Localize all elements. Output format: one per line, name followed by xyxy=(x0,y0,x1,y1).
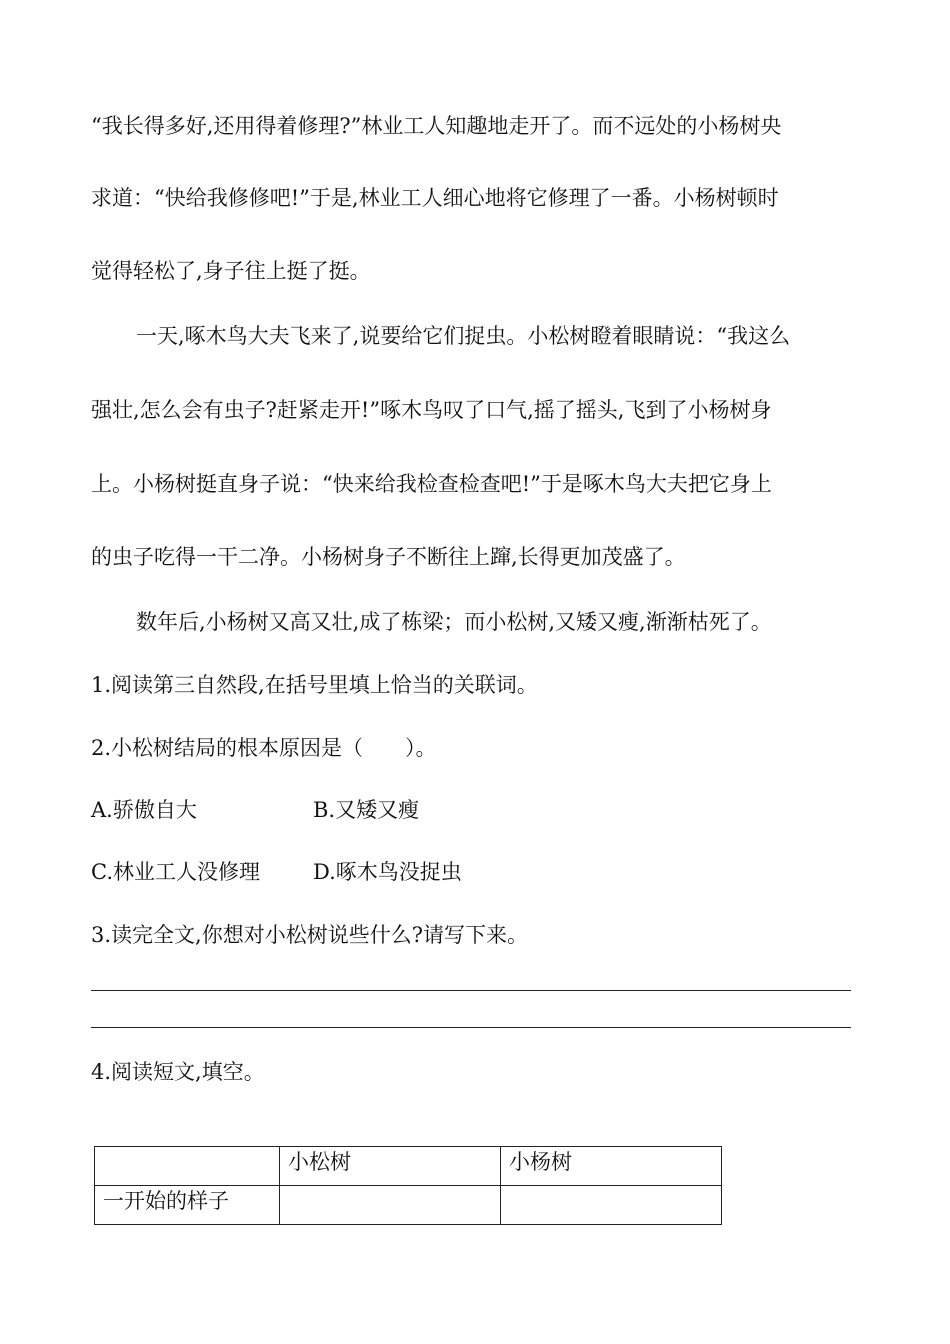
question-3: 3.读完全文,你想对小松树说些什么?请写下来。 xyxy=(91,923,528,947)
passage-line-3: 觉得轻松了,身子往上挺了挺。 xyxy=(91,259,371,283)
passage-line-2: 求道：“快给我修修吧!”于是,林业工人细心地将它修理了一番。小杨树顿时 xyxy=(91,186,779,210)
passage-line-1: “我长得多好,还用得着修理?”林业工人知趣地走开了。而不远处的小杨树央 xyxy=(91,114,782,138)
option-b[interactable]: B.又矮又瘦 xyxy=(313,798,420,822)
passage-line-7: 的虫子吃得一干二净。小杨树身子不断往上蹿,长得更加茂盛了。 xyxy=(91,545,686,569)
fill-in-table xyxy=(94,1146,722,1225)
passage-line-4: 一天,啄木鸟大夫飞来了,说要给它们捉虫。小松树瞪着眼睛说：“我这么 xyxy=(136,324,791,348)
option-c[interactable]: C.林业工人没修理 xyxy=(91,860,260,884)
question-4: 4.阅读短文,填空。 xyxy=(91,1060,265,1084)
option-d[interactable]: D.啄木鸟没捉虫 xyxy=(313,860,462,884)
table-header-cell: 小杨树 xyxy=(501,1147,722,1186)
passage-line-8: 数年后,小杨树又高又壮,成了栋梁；而小松树,又矮又瘦,渐渐枯死了。 xyxy=(136,610,772,634)
option-a[interactable]: A.骄傲自大 xyxy=(91,798,197,822)
table-cell-input[interactable] xyxy=(280,1186,501,1225)
table-header-cell xyxy=(95,1147,280,1186)
table-header-row xyxy=(95,1147,722,1186)
answer-line-1[interactable] xyxy=(91,990,851,991)
table-row xyxy=(95,1186,722,1225)
question-1: 1.阅读第三自然段,在括号里填上恰当的关联词。 xyxy=(91,673,538,697)
passage-line-6: 上。小杨树挺直身子说：“快来给我检查检查吧!”于是啄木鸟大夫把它身上 xyxy=(91,472,772,496)
table-row-label: 一开始的样子 xyxy=(95,1186,280,1225)
answer-line-2[interactable] xyxy=(91,1027,851,1028)
passage-line-5: 强壮,怎么会有虫子?赶紧走开!”啄木鸟叹了口气,摇了摇头,飞到了小杨树身 xyxy=(91,398,772,422)
question-2: 2.小松树结局的根本原因是（ ）。 xyxy=(91,736,437,760)
table-cell-input[interactable] xyxy=(501,1186,722,1225)
table-header-cell: 小松树 xyxy=(280,1147,501,1186)
